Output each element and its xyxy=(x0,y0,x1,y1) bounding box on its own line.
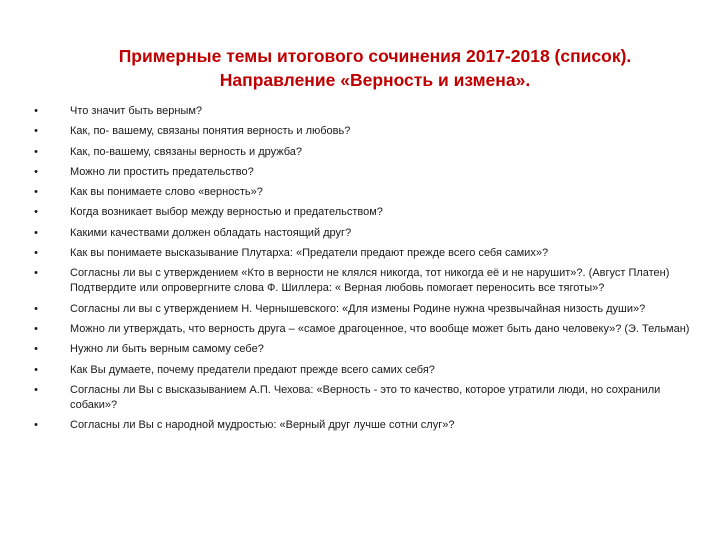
topic-text: Как вы понимаете слово «верность»? xyxy=(70,186,263,199)
bullet-icon: • xyxy=(34,343,38,356)
topic-text: Что значит быть верным? xyxy=(70,105,203,117)
bullet-icon: • xyxy=(34,267,38,280)
list-item xyxy=(30,246,698,261)
bullet-icon: • xyxy=(34,206,38,219)
bullet-icon: • xyxy=(34,165,38,178)
list-item xyxy=(30,266,698,296)
bullet-icon: • xyxy=(34,247,38,260)
topic-text: Согласны ли вы с утверждением «Кто в верности не клялся никогда, тот никогда её и не нарушит»?. (Август Платен) Подтвердите или опровергните слова Ф. Шиллера: « Верная любовь помогает переносить все тяготы»? xyxy=(70,267,670,295)
list-item xyxy=(30,363,698,378)
topic-text: Согласны ли Вы с народной мудростью: «Верный друг лучше сотни слуг»? xyxy=(70,419,455,432)
bullet-icon: • xyxy=(34,419,38,432)
list-item xyxy=(30,165,698,180)
topic-text: Согласны ли Вы с высказыванием А.П. Чехова: «Верность - это то качество, которое утратили люди, но сохранили собаки»? xyxy=(70,383,661,411)
topic-text: Какими качествами должен обладать настоящий друг? xyxy=(70,226,352,239)
list-item xyxy=(30,185,698,200)
topic-text: Можно ли утверждать, что верность друга – «самое драгоценное, что вообще может быть дано человеку»? (Э. Тельман) xyxy=(70,322,690,335)
title-line-2: Направление «Верность и измена». xyxy=(219,70,531,90)
bullet-icon: • xyxy=(34,226,38,239)
topic-text: Как, по- вашему, связаны понятия верность и любовь? xyxy=(70,125,351,138)
bullet-icon: • xyxy=(34,363,38,376)
title-line-1: Примерные темы итогового сочинения 2017-2018 (список). xyxy=(118,46,632,66)
list-item xyxy=(30,226,698,241)
topic-text: Нужно ли быть верным самому себе? xyxy=(70,343,264,356)
list-item xyxy=(30,205,698,220)
bullet-icon: • xyxy=(34,383,38,396)
topic-text: Можно ли простить предательство? xyxy=(70,165,254,178)
bullet-icon: • xyxy=(34,302,38,315)
list-item xyxy=(30,145,698,160)
list-item xyxy=(30,342,698,357)
topic-text: Как вы понимаете высказывание Плутарха: «Предатели предают прежде всего себя самих»? xyxy=(70,247,549,260)
list-item xyxy=(30,302,698,317)
topic-text: Как, по-вашему, связаны верность и дружба? xyxy=(70,145,303,158)
list-item xyxy=(30,383,698,413)
bullet-icon: • xyxy=(34,186,38,199)
bullet-icon: • xyxy=(34,145,38,158)
bullet-icon: • xyxy=(34,105,38,117)
bullet-icon: • xyxy=(34,322,38,335)
list-item xyxy=(30,418,698,433)
topic-text: Как Вы думаете, почему предатели предают прежде всего самих себя? xyxy=(70,363,435,376)
slide-title xyxy=(60,44,690,92)
list-item xyxy=(30,104,698,119)
topic-text: Когда возникает выбор между верностью и предательством? xyxy=(70,206,383,219)
topics-list xyxy=(30,104,698,438)
list-item xyxy=(30,322,698,337)
bullet-icon: • xyxy=(34,125,38,138)
topic-text: Согласны ли вы с утверждением Н. Чернышевского: «Для измены Родине нужна чрезвычайная низость души»? xyxy=(70,302,646,315)
list-item xyxy=(30,124,698,139)
